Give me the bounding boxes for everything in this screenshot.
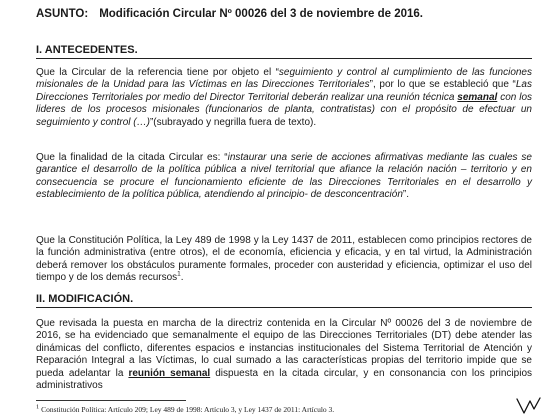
section-1-heading: I. ANTECEDENTES. (36, 44, 138, 56)
subject-line (36, 8, 423, 20)
semanal-emphasis: semanal (457, 91, 498, 103)
paragraph-purpose: Que la finalidad de la citada Circular es: “instaurar una serie de acciones afirmativas mediante las cuales se garantice el desarrollo de la política pública a nivel territorial que afiance la relación nación – territorio y en consecuencia se procure el funcionamiento eficiente de las Direcciones Territoriales en el desarrollo y establecimiento de la política pública, atendiendo al principio- de desconcentración”. (36, 152, 532, 201)
paragraph-principles: Que la Constitución Política, la Ley 489 de 1998 y la Ley 1437 de 2011, establecen como principios rectores de la función administrativa (entre otros), el de economía, eficiencia y eficacia, y en tal virtud, la Administración deberá remover los obstáculos puramente formales, proceder con austeridad y eficiencia, optimizar el uso del tiempo y de los demás recursos$^1$. (36, 235, 532, 284)
paragraph-modification: Que revisada la puesta en marcha de la directriz contenida en la Circular Nº 00026 del 3 de noviembre de 2016, se ha evidenciado que semanalmente el equipo de las Direcciones Territoriales (DT) debe atender las dinámicas del conflicto, diferentes espacios e instancias institucionales del Sistema Territorial de Atención y Reparación Integral a las Víctimas, lo cual sumado a las características propias del territorio impide que se pueda adelantar la reunión semanal dispuesta en la citada circular, y en consonancia con los principios administrativos (36, 318, 533, 392)
subject-label: ASUNTO: (36, 8, 89, 20)
paragraph-objective: Que la Circular de la referencia tiene por objeto el “seguimiento y control al cumplimiento de las funciones misionales de la Unidad para las Víctimas en las Direcciones Territoriales”, por lo que se estableció que “Las Direcciones Territoriales por medio del Director Territorial deberán realizar una reunión técnica semanal con los lideres de los procesos misionales (funcionarios de planta, contratistas) con el propósito de efectuar un seguimiento y control (…)”(subrayado y negrilla fuera de texto). (36, 67, 533, 128)
section-2-heading: II. MODIFICACIÓN. (36, 293, 134, 305)
footnote: $^1$ Constitución Política: Artículo 209; Ley 489 de 1998: Artículo 3, y Ley 1437 de 2011: Artículo 3. (36, 403, 335, 414)
section-2-rule (36, 307, 532, 308)
subject-title: Modificación Circular Nº 00026 del 3 de noviembre de 2016. (99, 8, 423, 20)
reunion-semanal-emphasis: reunión semanal (128, 367, 211, 379)
handwritten-mark-icon (514, 395, 542, 417)
footnote-ref[interactable]: 1 (177, 270, 181, 278)
section-1-rule (36, 58, 532, 59)
footnote-rule (36, 400, 186, 401)
